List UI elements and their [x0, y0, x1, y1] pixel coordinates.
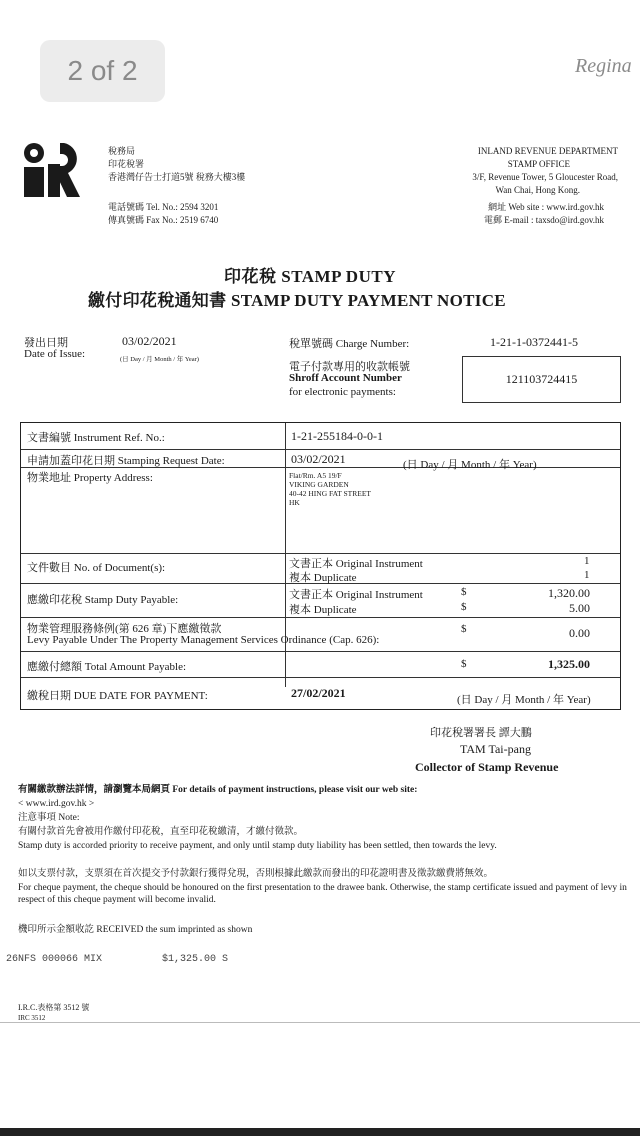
stamp-duty-label: 應繳印花稅 Stamp Duty Payable:: [27, 594, 179, 606]
shroff-account-box: [462, 356, 621, 403]
row-rule: [21, 677, 620, 678]
address-en-2: Wan Chai, Hong Kong.: [495, 185, 580, 195]
issue-date-value: 03/02/2021: [122, 334, 177, 348]
shroff-label-en: Shroff Account Number: [289, 372, 402, 384]
documents-duplicate-label: 複本 Duplicate: [289, 572, 357, 584]
duty-original-label: 文書正本 Original Instrument: [289, 589, 423, 601]
email: 電郵 E-mail : taxsdo@ird.gov.hk: [484, 215, 604, 225]
instrument-ref-label: 文書編號 Instrument Ref. No.:: [27, 432, 165, 444]
property-line: Flat/Rm. A5 19/F: [289, 471, 342, 480]
currency-symbol: $: [461, 623, 467, 635]
due-date-format: (日 Day / 月 Month / 年 Year): [457, 694, 591, 706]
currency-symbol: $: [461, 586, 467, 598]
payment-imprint: 26NFS 000066 MIX $1,325.00 S: [6, 954, 229, 965]
received-statement: 機印所示金額收訖 RECEIVED the sum imprinted as shown: [18, 925, 253, 935]
levy-amount: 0.00: [569, 626, 590, 640]
dept-name-en: INLAND REVENUE DEPARTMENT: [477, 146, 618, 156]
note-1-zh: 有關付款首先會被用作繳付印花稅，直至印花稅繳清，才繳付徵款。: [18, 827, 304, 837]
note-1-en: Stamp duty is accorded priority to receive payment, and only until stamp duty liability has been settled, then towards the levy.: [18, 841, 497, 851]
property-address-label: 物業地址 Property Address:: [27, 472, 153, 484]
stamping-request-value: 03/02/2021: [291, 452, 346, 466]
currency-symbol: $: [461, 658, 467, 670]
address-en-1: 3/F, Revenue Tower, 5 Gloucester Road,: [472, 172, 618, 182]
charge-number-label: 稅單號碼 Charge Number:: [289, 338, 410, 350]
row-rule: [21, 553, 620, 554]
due-date-value: 27/02/2021: [291, 686, 346, 700]
form-number: I.R.C.表格第 3512 號: [18, 1003, 90, 1012]
table-divider: [285, 423, 286, 687]
stamping-request-format: (日 Day / 月 Month / 年 Year): [403, 459, 537, 471]
address-zh: 香港灣仔告士打道5號 稅務大樓3樓: [108, 172, 246, 182]
note-2-en: For cheque payment, the cheque should be honoured on the first presentation to the drawee bank. Otherwise, the stamp certificate issued and payment of levy in respect of this cheque payment will become invalid.: [18, 883, 627, 905]
documents-duplicate-count: 1: [584, 569, 590, 581]
title-stamp-duty: 印花稅 STAMP DUTY: [224, 267, 396, 286]
issue-date-label-zh: 發出日期: [24, 337, 68, 349]
total-label: 應繳付總額 Total Amount Payable:: [27, 661, 187, 673]
due-date-label: 繳稅日期 DUE DATE FOR PAYMENT:: [27, 690, 208, 702]
instrument-ref-value: 1-21-255184-0-0-1: [291, 429, 383, 443]
total-amount: 1,325.00: [548, 657, 590, 671]
footer-bar: [0, 1128, 640, 1136]
website: 網址 Web site : www.ird.gov.hk: [488, 202, 604, 212]
handwritten-note: Regina: [575, 55, 632, 77]
property-line: HK: [289, 498, 300, 507]
documents-original-count: 1: [584, 555, 590, 567]
property-address-value: [289, 471, 371, 507]
page-indicator: 2 of 2: [40, 40, 165, 102]
duty-duplicate-amount: 5.00: [569, 601, 590, 615]
currency-symbol: $: [461, 601, 467, 613]
notice-table: [20, 422, 621, 710]
payment-details-line: 有關繳款辦法詳情，請瀏覽本局網頁 For details of payment instructions, please visit our web site:: [18, 785, 418, 795]
page-edge-rule: [0, 1022, 640, 1023]
row-rule: [21, 449, 620, 450]
levy-label-en: Levy Payable Under The Property Management Services Ordinance (Cap. 626):: [27, 634, 380, 646]
note-2-zh: 如以支票付款，支票須在首次提交予付款銀行獲得兌現，否則根據此繳款而發出的印花證明書及徵款繳費將無效。: [18, 869, 494, 879]
documents-label: 文件數目 No. of Document(s):: [27, 562, 166, 574]
collector-name: TAM Tai-pang: [460, 742, 531, 756]
ird-logo-icon: [22, 140, 82, 198]
issue-date-format: (日 Day / 月 Month / 年 Year): [120, 356, 199, 363]
documents-original-label: 文書正本 Original Instrument: [289, 558, 423, 570]
ird-url[interactable]: < www.ird.gov.hk >: [18, 799, 95, 809]
levy-label-zh: 物業管理服務條例(第 626 章)下應繳徵款: [27, 623, 222, 635]
duty-duplicate-label: 複本 Duplicate: [289, 604, 357, 616]
office-name-en: STAMP OFFICE: [507, 159, 570, 169]
row-rule: [21, 617, 620, 618]
shroff-label-en2: for electronic payments:: [289, 386, 396, 398]
title-payment-notice: 繳付印花稅通知書 STAMP DUTY PAYMENT NOTICE: [88, 291, 506, 310]
stamping-request-label: 申請加蓋印花日期 Stamping Request Date:: [27, 455, 225, 467]
fax: 傳真號碼 Fax No.: 2519 6740: [108, 215, 219, 225]
dept-name-zh: 稅務局: [108, 146, 136, 156]
charge-number-value: 1-21-1-0372441-5: [490, 335, 578, 349]
shroff-label-zh: 電子付款專用的收款帳號: [289, 361, 410, 373]
row-rule: [21, 651, 620, 652]
property-line: 40-42 HING FAT STREET: [289, 489, 372, 498]
duty-original-amount: 1,320.00: [548, 586, 590, 600]
note-heading: 注意事項 Note:: [18, 813, 80, 823]
property-line: VIKING GARDEN: [289, 480, 349, 489]
telephone: 電話號碼 Tel. No.: 2594 3201: [108, 202, 219, 212]
collector-title-zh: 印花稅署署長 譚大鵬: [430, 727, 532, 739]
form-number-en: IRC 3512: [18, 1014, 46, 1022]
issue-date-label-en: Date of Issue:: [24, 348, 86, 360]
collector-title-en: Collector of Stamp Revenue: [415, 760, 559, 774]
office-name-zh: 印花稅署: [108, 159, 145, 169]
shroff-account-value: 121103724415: [505, 372, 578, 386]
